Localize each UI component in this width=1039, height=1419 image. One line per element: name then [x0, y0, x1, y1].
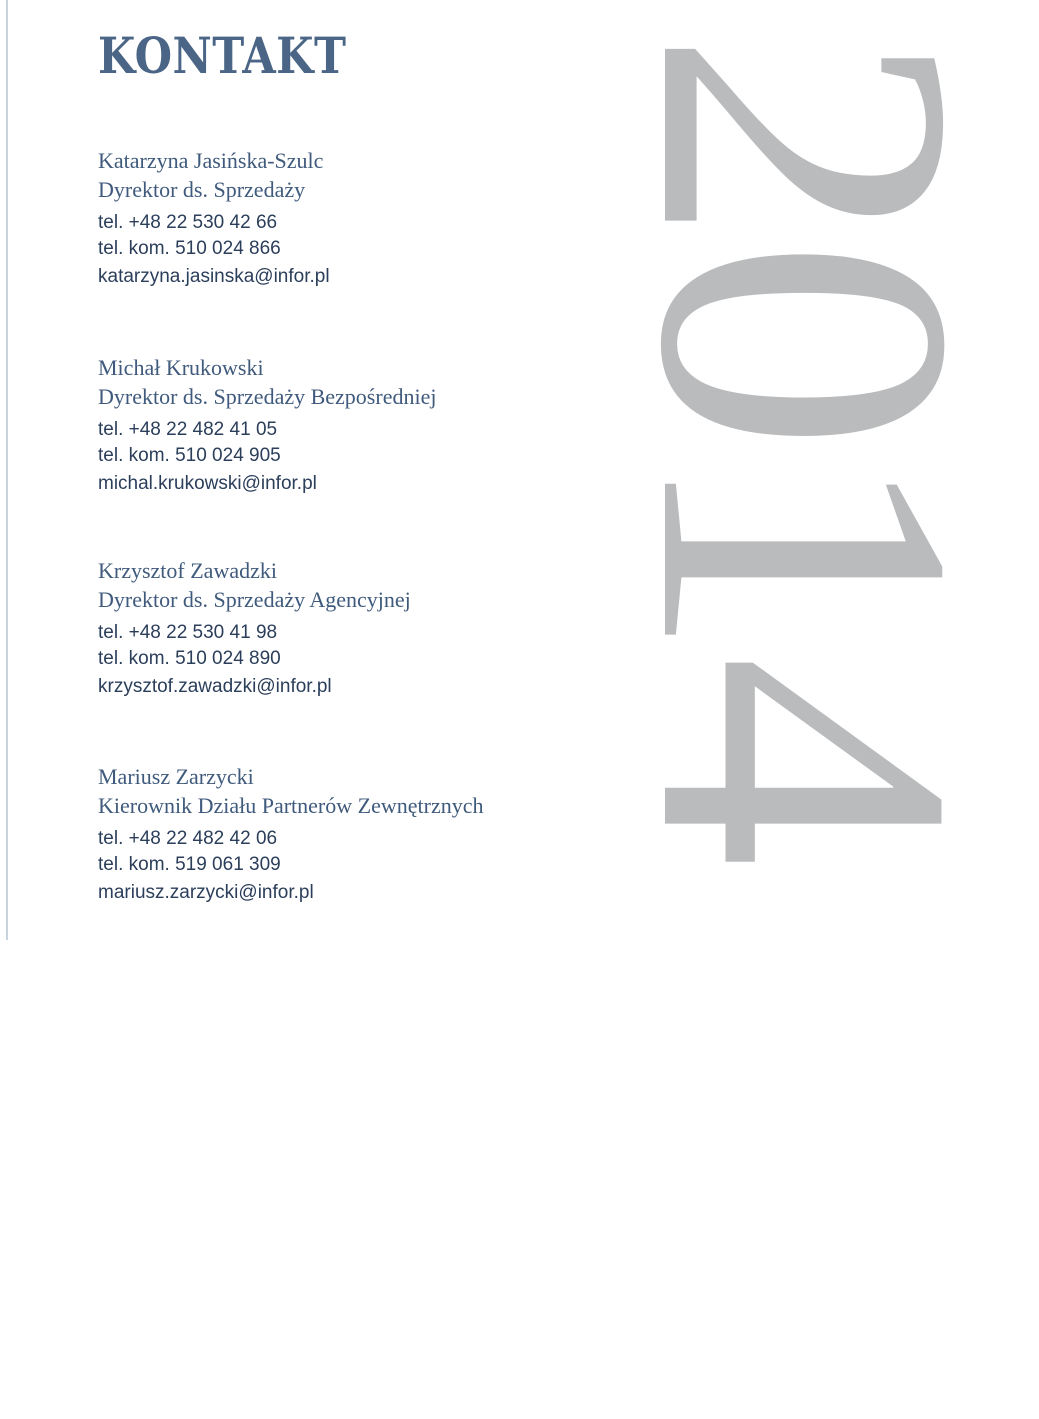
contact-info [98, 620, 618, 700]
contact-name: Katarzyna Jasińska-Szulc [98, 148, 324, 173]
contact-phone: tel. +48 22 482 41 05 [98, 419, 278, 440]
contact-role: Dyrektor ds. Sprzedaży Agencyjnej [98, 587, 411, 612]
contact-card [98, 353, 618, 497]
contact-role: Kierownik Działu Partnerów Zewnętrznych [98, 793, 484, 818]
contact-email[interactable]: katarzyna.jasinska@infor.pl [98, 266, 330, 287]
contact-mobile: tel. kom. 510 024 905 [98, 445, 281, 466]
contact-role: Dyrektor ds. Sprzedaży Bezpośredniej [98, 384, 437, 409]
year-text: 2014 [574, 30, 1039, 863]
contact-phone: tel. +48 22 530 42 66 [98, 212, 278, 233]
contact-name: Mariusz Zarzycki [98, 764, 254, 789]
year-decoration [574, 30, 1039, 1419]
contact-email[interactable]: michal.krukowski@infor.pl [98, 473, 317, 494]
contact-card [98, 146, 618, 290]
contact-info [98, 417, 618, 497]
contact-info [98, 826, 618, 906]
contact-card [98, 556, 618, 700]
contact-info [98, 210, 618, 290]
contact-name: Krzysztof Zawadzki [98, 558, 277, 583]
contact-email[interactable]: mariusz.zarzycki@infor.pl [98, 882, 314, 903]
contact-card [98, 762, 618, 906]
page-title: KONTAKT [98, 26, 347, 85]
contact-name: Michał Krukowski [98, 355, 264, 380]
contact-mobile: tel. kom. 510 024 890 [98, 648, 281, 669]
left-divider [6, 0, 8, 940]
contact-role: Dyrektor ds. Sprzedaży [98, 177, 306, 202]
contact-mobile: tel. kom. 519 061 309 [98, 854, 281, 875]
contact-mobile: tel. kom. 510 024 866 [98, 238, 281, 259]
contact-phone: tel. +48 22 482 42 06 [98, 828, 278, 849]
contact-email[interactable]: krzysztof.zawadzki@infor.pl [98, 676, 332, 697]
contact-phone: tel. +48 22 530 41 98 [98, 622, 278, 643]
